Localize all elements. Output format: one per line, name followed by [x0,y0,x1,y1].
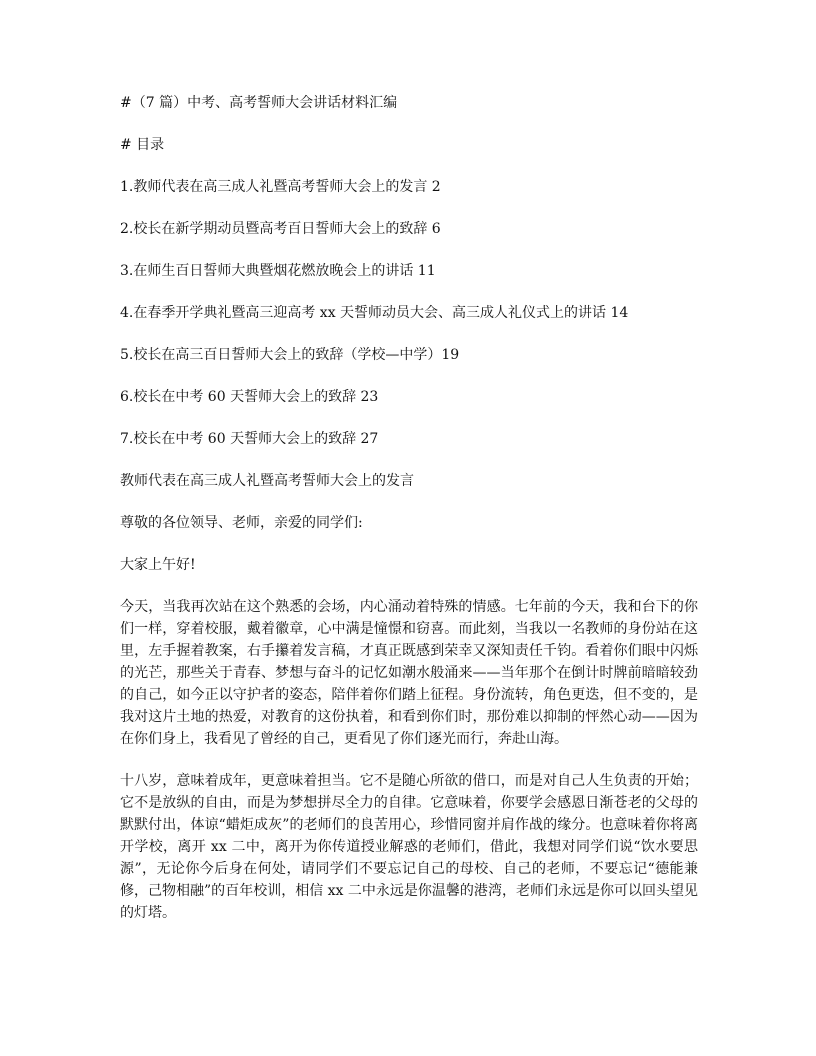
body-paragraph: 今天，当我再次站在这个熟悉的会场，内心涌动着特殊的情感。七年前的今天，我和台下的你们一样，穿着校服，戴着徽章，心中满是憧憬和窃喜。而此刻，当我以一名教师的身份站在这里，左手握着教案，右手攥着发言稿，才真正既感到荣幸又深知责任千钧。看着你们眼中闪烁的光芒，那些关于青春、梦想与奋斗的记忆如潮水般涌来——当年那个在倒计时牌前暗暗较劲的自己，如今正以守护者的姿态，陪伴着你们踏上征程。身份流转，角色更迭，但不变的，是我对这片土地的热爱，对教育的这份执着，和看到你们时，那份难以抑制的怦然心动——因为在你们身上，我看见了曾经的自己，更看见了你们逐光而行，奔赴山海。 [120,599,698,747]
salutation: 尊敬的各位领导、老师，亲爱的同学们: [120,515,363,531]
body-paragraph: 十八岁，意味着成年，更意味着担当。它不是随心所欲的借口，而是对自己人生负责的开始；它不是放纵的自由，而是为梦想拼尽全力的自律。它意味着，你要学会感恩日渐苍老的父母的默默付出，体谅“蜡炬成灰”的老师们的良苦用心，珍惜同窗并肩作战的缘分。也意味着你将离开学校，离开 xx 二中，离开为你传道授业解惑的老师们，借此，我想对同学们说“饮水要思源”，无论你今后身在何处，请同学们不要忘记自己的母校、自己的老师，不要忘记“德能兼修，己物相融”的百年校训，相信 xx 二中永远是你温馨的港湾，老师们永远是你可以回头望见的灯塔。 [120,773,698,921]
toc-item: 4.在春季开学典礼暨高三迎高考 xx 天誓师动员大会、高三成人礼仪式上的讲话 14 [120,305,629,321]
toc-item: 2.校长在新学期动员暨高考百日誓师大会上的致辞 6 [120,221,441,237]
toc-item: 3.在师生百日誓师大典暨烟花燃放晚会上的讲话 11 [120,263,436,279]
document-content [120,92,698,944]
document-title: #（7 篇）中考、高考誓师大会讲话材料汇编 [120,95,398,111]
toc-item: 1.教师代表在高三成人礼暨高考誓师大会上的发言 2 [120,179,441,195]
toc-item: 6.校长在中考 60 天誓师大会上的致辞 23 [120,389,379,405]
toc-heading: # 目录 [120,137,165,153]
toc-item: 7.校长在中考 60 天誓师大会上的致辞 27 [120,431,379,447]
greeting: 大家上午好! [120,557,196,573]
section-title: 教师代表在高三成人礼暨高考誓师大会上的发言 [120,473,414,489]
toc-item: 5.校长在高三百日誓师大会上的致辞（学校—中学）19 [120,347,460,363]
